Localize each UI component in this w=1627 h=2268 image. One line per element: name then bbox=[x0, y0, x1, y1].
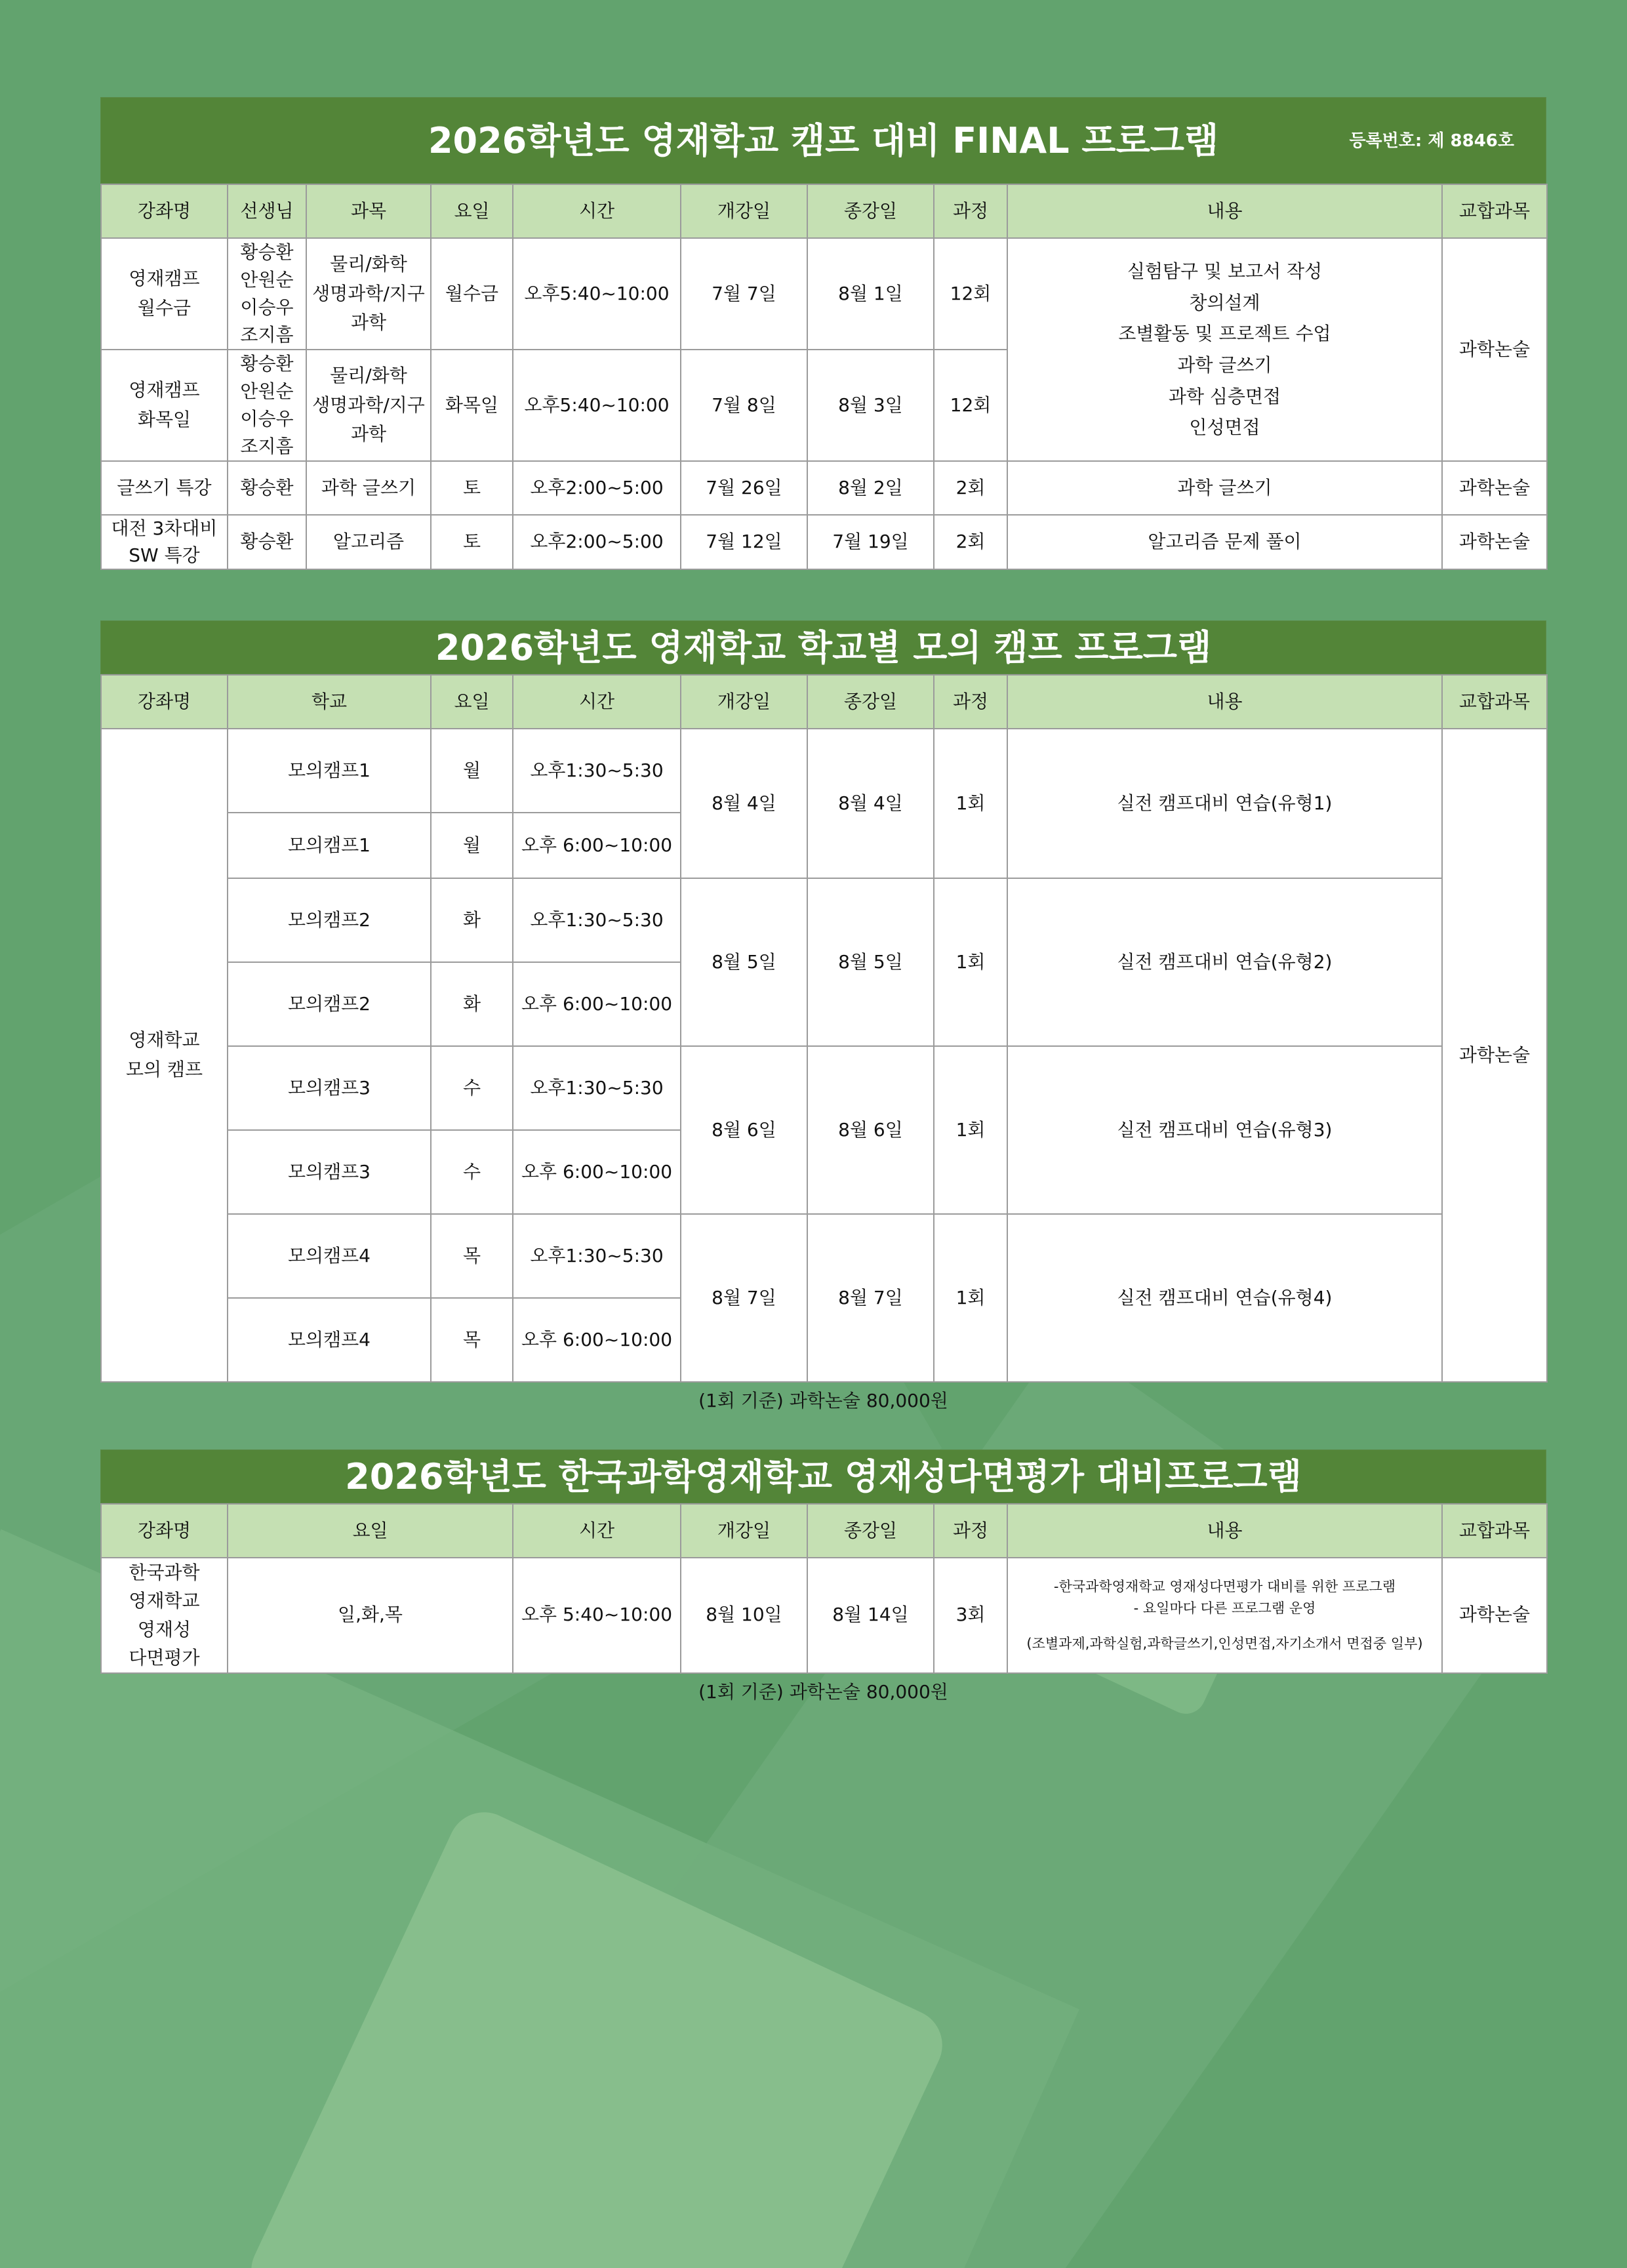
column-header: 시간 bbox=[513, 1504, 681, 1558]
end-date: 8월 6일 bbox=[807, 1046, 934, 1214]
registration-number: 등록번호: 제 8846호 bbox=[1349, 131, 1514, 151]
end-date: 8월 5일 bbox=[807, 878, 934, 1046]
time: 오후 6:00~10:00 bbox=[513, 1298, 681, 1382]
column-header: 교합과목 bbox=[1442, 1504, 1547, 1558]
mock-camp-header bbox=[100, 620, 1546, 674]
column-header: 교합과목 bbox=[1442, 184, 1547, 238]
end-date: 8월 4일 bbox=[807, 729, 934, 878]
time: 오후 6:00~10:00 bbox=[513, 962, 681, 1046]
day: 토 bbox=[431, 461, 513, 515]
program-content: 알고리즘 문제 풀이 bbox=[1007, 515, 1442, 569]
day: 월 bbox=[431, 729, 513, 813]
column-header: 학교 bbox=[228, 675, 431, 729]
mock-camp-table bbox=[100, 674, 1548, 1383]
column-header: 시간 bbox=[513, 675, 681, 729]
teacher-names: 황승환 bbox=[228, 461, 306, 515]
price-note: (1회 기준) 과학논술 80,000원 bbox=[698, 1680, 948, 1703]
related-subject: 과학논술 bbox=[1442, 729, 1547, 1382]
sessions: 2회 bbox=[934, 461, 1007, 515]
course-name: 대전 3차대비 SW 특강 bbox=[101, 515, 228, 569]
final-program-section bbox=[100, 97, 1546, 570]
final-program-title: 2026학년도 영재학교 캠프 대비 FINAL 프로그램 bbox=[428, 120, 1219, 161]
program-content: 실전 캠프대비 연습(유형4) bbox=[1007, 1214, 1442, 1382]
subject: 알고리즘 bbox=[306, 515, 431, 569]
column-header: 과목 bbox=[306, 184, 431, 238]
program-content: 과학 글쓰기 bbox=[1007, 461, 1442, 515]
course-name: 영재캠프 월수금 bbox=[101, 238, 228, 350]
sessions: 1회 bbox=[934, 878, 1007, 1046]
column-header: 요일 bbox=[431, 184, 513, 238]
column-header: 요일 bbox=[431, 675, 513, 729]
day: 월수금 bbox=[431, 238, 513, 350]
table-row bbox=[101, 729, 1547, 813]
final-program-table bbox=[100, 184, 1548, 570]
time: 오후1:30~5:30 bbox=[513, 878, 681, 962]
mock-camp-title: 2026학년도 영재학교 학교별 모의 캠프 프로그램 bbox=[435, 627, 1212, 668]
column-header: 선생님 bbox=[228, 184, 306, 238]
sessions: 1회 bbox=[934, 1046, 1007, 1214]
end-date: 8월 2일 bbox=[807, 461, 934, 515]
end-date: 8월 7일 bbox=[807, 1214, 934, 1382]
time: 오후2:00~5:00 bbox=[513, 461, 681, 515]
day: 목 bbox=[431, 1214, 513, 1298]
column-header: 내용 bbox=[1007, 184, 1442, 238]
related-subject: 과학논술 bbox=[1442, 1558, 1547, 1673]
school-name: 모의캠프2 bbox=[228, 878, 431, 962]
sessions: 1회 bbox=[934, 1214, 1007, 1382]
evaluation-table bbox=[100, 1503, 1548, 1674]
day: 수 bbox=[431, 1046, 513, 1130]
column-header: 요일 bbox=[228, 1504, 513, 1558]
time: 오후1:30~5:30 bbox=[513, 1214, 681, 1298]
start-date: 7월 26일 bbox=[681, 461, 807, 515]
teacher-names: 황승환 안원순 이승우 조지흠 bbox=[228, 350, 306, 461]
start-date: 7월 8일 bbox=[681, 350, 807, 461]
day: 목 bbox=[431, 1298, 513, 1382]
day: 수 bbox=[431, 1130, 513, 1214]
column-header: 과정 bbox=[934, 675, 1007, 729]
start-date: 8월 7일 bbox=[681, 1214, 807, 1382]
end-date: 8월 1일 bbox=[807, 238, 934, 350]
day: 화 bbox=[431, 878, 513, 962]
start-date: 8월 5일 bbox=[681, 878, 807, 1046]
time: 오후1:30~5:30 bbox=[513, 729, 681, 813]
start-date: 8월 6일 bbox=[681, 1046, 807, 1214]
content-line: - 요일마다 다른 프로그램 운영 bbox=[1133, 1600, 1316, 1616]
column-header: 개강일 bbox=[681, 675, 807, 729]
course-name: 영재학교 모의 캠프 bbox=[101, 729, 228, 1382]
school-name: 모의캠프1 bbox=[228, 729, 431, 813]
column-header: 종강일 bbox=[807, 1504, 934, 1558]
school-name: 모의캠프4 bbox=[228, 1214, 431, 1298]
time: 오후5:40~10:00 bbox=[513, 238, 681, 350]
sessions: 12회 bbox=[934, 350, 1007, 461]
subject: 과학 글쓰기 bbox=[306, 461, 431, 515]
column-header: 강좌명 bbox=[101, 184, 228, 238]
school-name: 모의캠프3 bbox=[228, 1130, 431, 1214]
column-header: 강좌명 bbox=[101, 675, 228, 729]
content-line: -한국과학영재학교 영재성다면평가 대비를 위한 프로그램 bbox=[1053, 1578, 1396, 1594]
end-date: 7월 19일 bbox=[807, 515, 934, 569]
multifaceted-evaluation-section bbox=[100, 1449, 1546, 1704]
sessions: 2회 bbox=[934, 515, 1007, 569]
time: 오후1:30~5:30 bbox=[513, 1046, 681, 1130]
evaluation-header bbox=[100, 1449, 1546, 1503]
evaluation-title: 2026학년도 한국과학영재학교 영재성다면평가 대비프로그램 bbox=[345, 1456, 1302, 1497]
related-subject: 과학논술 bbox=[1442, 461, 1547, 515]
program-content: 실전 캠프대비 연습(유형1) bbox=[1007, 729, 1442, 878]
teacher-names: 황승환 안원순 이승우 조지흠 bbox=[228, 238, 306, 350]
sessions: 12회 bbox=[934, 238, 1007, 350]
time: 오후2:00~5:00 bbox=[513, 515, 681, 569]
table-row bbox=[101, 1046, 1547, 1130]
start-date: 7월 7일 bbox=[681, 238, 807, 350]
day: 토 bbox=[431, 515, 513, 569]
column-header: 개강일 bbox=[681, 184, 807, 238]
subject: 물리/화학 생명과학/지구 과학 bbox=[306, 350, 431, 461]
column-header: 과정 bbox=[934, 184, 1007, 238]
start-date: 8월 4일 bbox=[681, 729, 807, 878]
table-header-row bbox=[101, 675, 1547, 729]
column-header: 종강일 bbox=[807, 184, 934, 238]
column-header: 과정 bbox=[934, 1504, 1007, 1558]
time: 오후 6:00~10:00 bbox=[513, 1130, 681, 1214]
course-name: 글쓰기 특강 bbox=[101, 461, 228, 515]
time: 오후5:40~10:00 bbox=[513, 350, 681, 461]
school-name: 모의캠프2 bbox=[228, 962, 431, 1046]
related-subject: 과학논술 bbox=[1442, 515, 1547, 569]
end-date: 8월 14일 bbox=[807, 1558, 934, 1673]
table-row bbox=[101, 515, 1547, 569]
program-content: 실전 캠프대비 연습(유형3) bbox=[1007, 1046, 1442, 1214]
related-subject: 과학논술 bbox=[1442, 238, 1547, 461]
sessions: 3회 bbox=[934, 1558, 1007, 1673]
column-header: 개강일 bbox=[681, 1504, 807, 1558]
program-content: 실전 캠프대비 연습(유형2) bbox=[1007, 878, 1442, 1046]
sessions: 1회 bbox=[934, 729, 1007, 878]
day: 화목일 bbox=[431, 350, 513, 461]
table-row bbox=[101, 1214, 1547, 1298]
teacher-names: 황승환 bbox=[228, 515, 306, 569]
course-name: 한국과학 영재학교 영재성 다면평가 bbox=[101, 1558, 228, 1673]
program-content bbox=[1007, 1558, 1442, 1673]
mock-camp-section bbox=[100, 620, 1546, 1413]
table-row bbox=[101, 878, 1547, 962]
table-header-row bbox=[101, 184, 1547, 238]
end-date: 8월 3일 bbox=[807, 350, 934, 461]
time: 오후 5:40~10:00 bbox=[513, 1558, 681, 1673]
column-header: 내용 bbox=[1007, 675, 1442, 729]
column-header: 교합과목 bbox=[1442, 675, 1547, 729]
column-header: 강좌명 bbox=[101, 1504, 228, 1558]
course-name: 영재캠프 화목일 bbox=[101, 350, 228, 461]
final-program-header bbox=[100, 97, 1546, 184]
column-header: 종강일 bbox=[807, 675, 934, 729]
day: 일,화,목 bbox=[228, 1558, 513, 1673]
start-date: 8월 10일 bbox=[681, 1558, 807, 1673]
column-header: 내용 bbox=[1007, 1504, 1442, 1558]
day: 화 bbox=[431, 962, 513, 1046]
table-row bbox=[101, 238, 1547, 350]
start-date: 7월 12일 bbox=[681, 515, 807, 569]
content-line: (조별과제,과학실험,과학글쓰기,인성면접,자기소개서 면접중 일부) bbox=[1026, 1636, 1423, 1652]
table-row bbox=[101, 1558, 1547, 1673]
school-name: 모의캠프1 bbox=[228, 813, 431, 878]
table-header-row bbox=[101, 1504, 1547, 1558]
column-header: 시간 bbox=[513, 184, 681, 238]
school-name: 모의캠프4 bbox=[228, 1298, 431, 1382]
table-row bbox=[101, 461, 1547, 515]
subject: 물리/화학 생명과학/지구 과학 bbox=[306, 238, 431, 350]
price-note: (1회 기준) 과학논술 80,000원 bbox=[698, 1390, 948, 1411]
time: 오후 6:00~10:00 bbox=[513, 813, 681, 878]
school-name: 모의캠프3 bbox=[228, 1046, 431, 1130]
day: 월 bbox=[431, 813, 513, 878]
program-content: 실험탐구 및 보고서 작성 창의설계 조별활동 및 프로젝트 수업 과학 글쓰기 과학 심층면접 인성면접 bbox=[1007, 238, 1442, 461]
